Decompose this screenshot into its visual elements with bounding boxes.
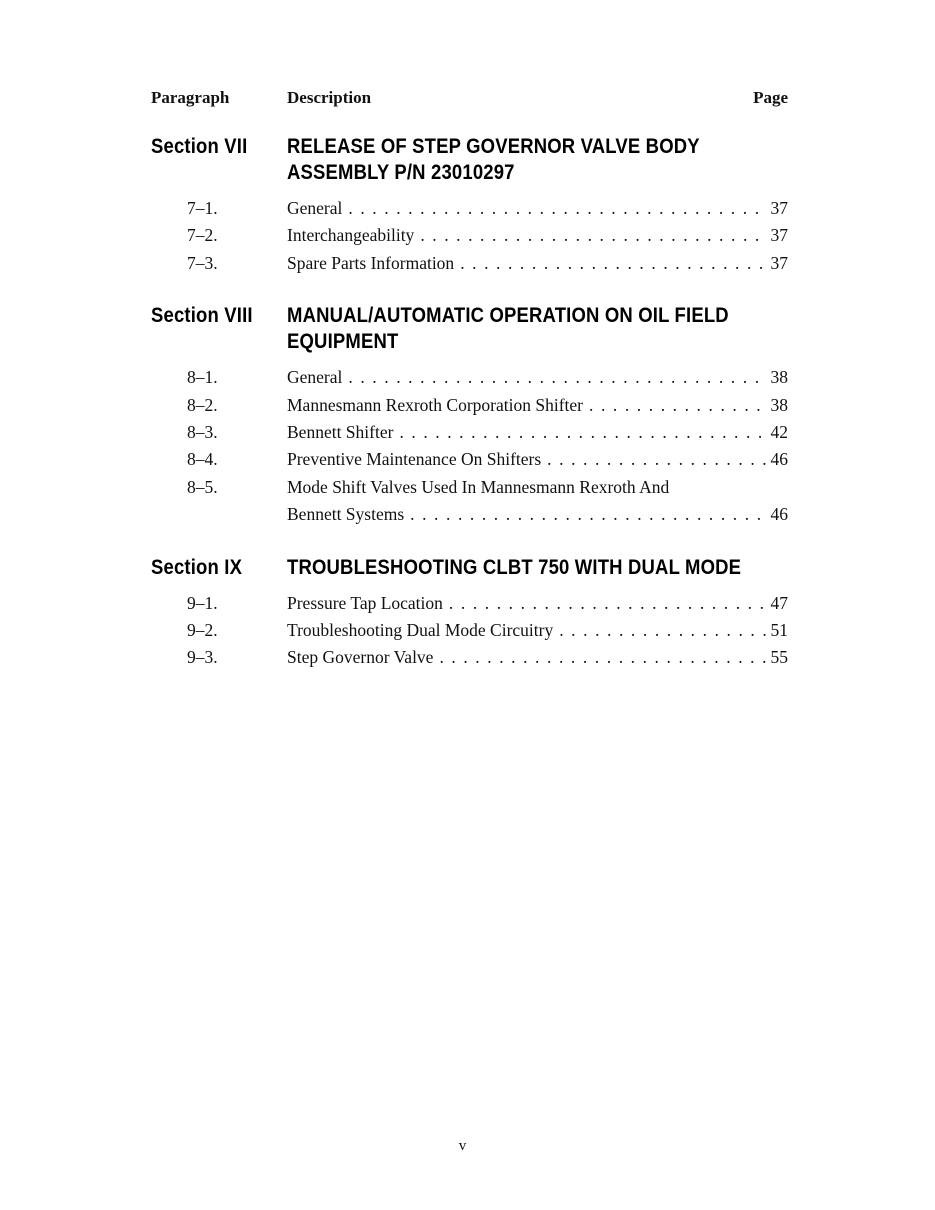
toc-entry [151,617,788,644]
toc-entry [151,446,788,473]
dot-leader [348,195,767,222]
entry-body [287,392,788,419]
entry-page-number: 37 [770,252,788,273]
toc-entry [151,590,788,617]
section-entries [151,364,788,528]
entry-description: Interchangeability [287,225,415,246]
entry-description: Bennett Shifter [287,422,394,443]
paragraph-number: 8–1. [187,367,218,388]
toc-section [151,134,788,277]
page-number-footer: v [458,1138,467,1154]
section-entries [151,195,788,277]
entry-description: Preventive Maintenance On Shifters [287,449,542,470]
paragraph-number: 9–1. [187,592,218,613]
entry-leader-row [287,644,788,671]
section-title [287,555,803,581]
entry-leader-row [287,250,788,277]
column-header-paragraph: Paragraph [151,88,230,107]
entry-page-number: 46 [770,504,788,525]
section-entries [151,590,788,672]
entry-page-number: 55 [770,647,788,668]
section-title-line: EQUIPMENT [287,330,399,354]
dot-leader [410,501,767,528]
entry-description-line2: Bennett Systems [287,504,405,525]
section-title-line: ASSEMBLY P/N 23010297 [287,161,515,184]
entry-description: General [287,367,343,388]
dot-leader [348,364,767,391]
entry-body [287,250,788,277]
entry-body [287,222,788,249]
entry-body [287,446,788,473]
dot-leader [559,617,767,644]
paragraph-number: 7–2. [187,225,218,246]
entry-leader-row [287,222,788,249]
entry-page-number: 38 [770,394,788,415]
section-heading [151,134,788,186]
paragraph-number: 7–1. [187,198,218,218]
section-label: Section IX [151,555,243,579]
entry-description-line1: Mode Shift Valves Used In Mannesmann Rexroth And [287,476,670,497]
entry-body [287,617,788,644]
toc-entry [151,644,788,671]
entry-page-number: 38 [770,367,788,388]
toc-entry [151,222,788,249]
toc-sections [151,134,788,672]
toc-content [151,88,788,672]
toc-entry [151,419,788,446]
section-title-line: RELEASE OF STEP GOVERNOR VALVE BODY [287,135,700,158]
section-heading [151,303,788,355]
paragraph-number: 9–3. [187,647,218,668]
entry-leader-row [287,501,788,528]
entry-page-number: 46 [770,449,788,470]
entry-body [287,644,788,671]
paragraph-number: 9–2. [187,620,218,641]
dot-leader [589,392,767,419]
entry-page-number: 37 [770,225,788,246]
toc-entry [151,195,788,222]
entry-body [287,474,788,529]
entry-leader-row [287,446,788,473]
paragraph-number: 8–5. [187,476,218,497]
section-label: Section VII [151,135,248,158]
column-header-page: Page [753,88,788,107]
entry-leader-row [287,617,788,644]
toc-column-headers [151,88,788,108]
toc-entry [151,474,788,529]
entry-leader-row [287,419,788,446]
toc-entry [151,364,788,391]
entry-leader-row [287,364,788,391]
dot-leader [449,590,767,617]
section-heading [151,555,788,581]
entry-description: General [287,198,343,218]
entry-description: Step Governor Valve [287,647,434,668]
entry-body [287,590,788,617]
entry-leader-row [287,392,788,419]
entry-page-number: 51 [770,620,788,641]
dot-leader [547,446,767,473]
paragraph-number: 8–4. [187,449,218,470]
entry-page-number: 42 [770,422,788,443]
entry-description: Troubleshooting Dual Mode Circuitry [287,620,554,641]
entry-body [287,195,788,222]
section-title-line: MANUAL/AUTOMATIC OPERATION ON OIL FIELD [287,304,729,328]
dot-leader [399,419,767,446]
entry-body [287,364,788,391]
entry-page-number: 37 [770,198,788,218]
entry-description: Spare Parts Information [287,252,455,273]
entry-leader-row [287,590,788,617]
column-header-description: Description [287,88,372,107]
entry-description: Mannesmann Rexroth Corporation Shifter [287,394,583,415]
section-title [287,303,789,355]
section-title-line: TROUBLESHOOTING CLBT 750 WITH DUAL MODE [287,555,742,579]
section-title [287,134,788,186]
entry-description: Pressure Tap Location [287,592,443,613]
toc-entry [151,250,788,277]
toc-section [151,303,788,528]
entry-page-number: 47 [770,592,788,613]
dot-leader [439,644,767,671]
paragraph-number: 8–3. [187,422,218,443]
dot-leader [460,250,767,277]
section-label: Section VIII [151,304,253,328]
paragraph-number: 8–2. [187,394,218,415]
dot-leader [420,222,767,249]
paragraph-number: 7–3. [187,252,218,273]
toc-entry [151,392,788,419]
entry-body [287,419,788,446]
entry-leader-row [287,195,788,222]
toc-section [151,555,788,672]
